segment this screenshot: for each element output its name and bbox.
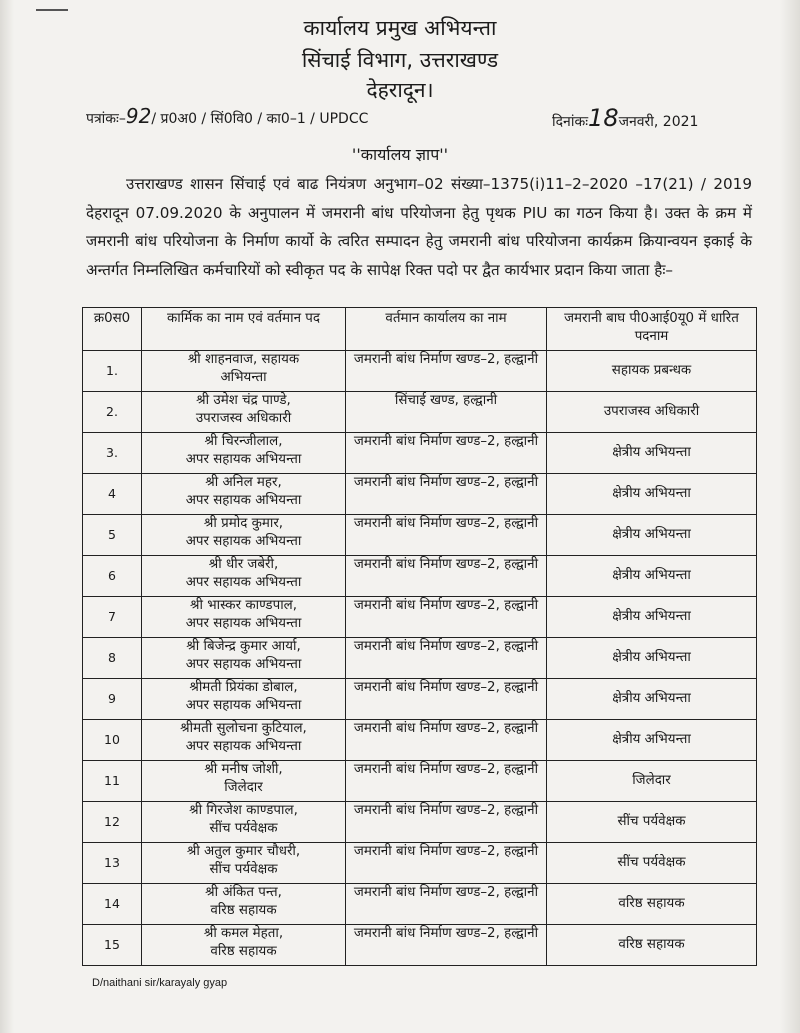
employee-post: अपर सहायक अभियन्ता: [185, 698, 302, 713]
cell-employee: [142, 884, 346, 925]
current-office: जमरानी बांध निर्माण खण्ड–2, हल्द्वानी: [353, 557, 539, 572]
cell-employee: [142, 351, 346, 392]
table-row: [83, 761, 757, 802]
employee-name: श्री प्रमोद कुमार,: [203, 516, 284, 531]
table-row: [83, 597, 757, 638]
employee-post: अपर सहायक अभियन्ता: [185, 493, 302, 508]
employee-post: सींच पर्यवेक्षक: [209, 862, 278, 877]
employee-post: अपर सहायक अभियन्ता: [185, 452, 302, 467]
body-paragraph: उत्तराखण्ड शासन सिंचाई एवं बाढ नियंत्रण अनुभाग–02 संख्या–1375(i)11–2–2020 –17(21) / 2019 देहरादून 07.09.2020 के अनुपालन में जमरानी बांध परियोजना हेतु पृथक PIU का गठन किया है। उक्त के क्रम में जमरानी बांध परियोजना के निर्माण कार्यो के त्वरित सम्पादन हेतु जमरानी बांध परियोजना कार्यक्रम क्रियान्वयन इकाई के अन्तर्गत निम्नलिखित कर्मचारियों को स्वीकृत पद के सापेक्ष रिक्त पदो पर द्वैत कार्यभार प्रदान किया जाता हैः–: [86, 175, 752, 279]
employee-post: सींच पर्यवेक्षक: [209, 821, 278, 836]
header-serial: क्र0स0: [83, 308, 142, 351]
footer-file-path: D/naithani sir/karayaly gyap: [92, 977, 228, 989]
cell-designation: [547, 433, 757, 474]
cell-employee: [142, 802, 346, 843]
table-row: [83, 679, 757, 720]
cell-current-office: [346, 556, 547, 597]
cell-employee: [142, 392, 346, 433]
cell-serial: [83, 515, 142, 556]
cell-designation: [547, 720, 757, 761]
cell-current-office: [346, 433, 547, 474]
cell-designation: [547, 638, 757, 679]
cell-employee: [142, 679, 346, 720]
serial-number: 14: [104, 896, 120, 911]
piu-designation: उपराजस्व अधिकारी: [603, 404, 700, 419]
table-row: [83, 556, 757, 597]
cell-designation: [547, 843, 757, 884]
serial-number: 7: [108, 609, 116, 624]
header-current-office: वर्तमान कार्यालय का नाम: [346, 308, 547, 351]
date-day-handwritten: 18: [588, 104, 619, 132]
table-row: [83, 515, 757, 556]
cell-serial: [83, 925, 142, 966]
table-row: [83, 925, 757, 966]
current-office: जमरानी बांध निर्माण खण्ड–2, हल्द्वानी: [353, 598, 539, 613]
cell-serial: [83, 351, 142, 392]
current-office: सिंचाई खण्ड, हल्द्वानी: [394, 393, 498, 408]
table-header-row: [83, 308, 757, 351]
table-row: [83, 474, 757, 515]
cell-employee: [142, 761, 346, 802]
serial-number: 9: [108, 691, 116, 706]
cell-designation: [547, 474, 757, 515]
serial-number: 3.: [106, 445, 118, 460]
cell-designation: [547, 925, 757, 966]
piu-designation: जिलेदार: [632, 773, 671, 788]
cell-employee: [142, 843, 346, 884]
table-row: [83, 843, 757, 884]
cell-serial: [83, 433, 142, 474]
cell-designation: [547, 351, 757, 392]
current-office: जमरानी बांध निर्माण खण्ड–2, हल्द्वानी: [353, 885, 539, 900]
cell-serial: [83, 843, 142, 884]
employee-post: वरिष्ठ सहायक: [210, 944, 277, 959]
current-office: जमरानी बांध निर्माण खण्ड–2, हल्द्वानी: [353, 434, 539, 449]
employee-post: वरिष्ठ सहायक: [210, 903, 277, 918]
employee-name: श्रीमती प्रियंका डोबाल,: [189, 680, 298, 695]
cell-employee: [142, 515, 346, 556]
department-heading: सिंचाई विभाग, उत्तराखण्ड: [301, 48, 499, 72]
employee-post: अपर सहायक अभियन्ता: [185, 739, 302, 754]
current-office: जमरानी बांध निर्माण खण्ड–2, हल्द्वानी: [353, 516, 539, 531]
cell-designation: [547, 679, 757, 720]
cell-current-office: [346, 679, 547, 720]
employee-post: अपर सहायक अभियन्ता: [185, 575, 302, 590]
current-office: जमरानी बांध निर्माण खण्ड–2, हल्द्वानी: [353, 926, 539, 941]
serial-number: 10: [104, 732, 120, 747]
cell-current-office: [346, 392, 547, 433]
piu-designation: क्षेत्रीय अभियन्ता: [612, 486, 691, 501]
table-row: [83, 802, 757, 843]
cell-employee: [142, 556, 346, 597]
cell-current-office: [346, 515, 547, 556]
order-title: ''कार्यालय ज्ञाप'': [351, 145, 449, 164]
scan-mark: [36, 9, 68, 11]
cell-serial: [83, 474, 142, 515]
table-row: [83, 884, 757, 925]
cell-current-office: [346, 597, 547, 638]
header-piu-designation: जमरानी बाघ पी0आई0यू0 में धारित पदनाम: [547, 308, 757, 351]
cell-employee: [142, 433, 346, 474]
employee-name: श्री बिजेन्द्र कुमार आर्या,: [186, 639, 301, 654]
employee-name: श्री शाहनवाज, सहायक: [187, 352, 300, 367]
cell-serial: [83, 679, 142, 720]
letter-date: [552, 104, 698, 132]
employee-name: श्री अंकित पन्त,: [205, 885, 282, 900]
piu-designation: क्षेत्रीय अभियन्ता: [612, 732, 691, 747]
cell-current-office: [346, 638, 547, 679]
cell-designation: [547, 392, 757, 433]
cell-current-office: [346, 802, 547, 843]
cell-designation: [547, 597, 757, 638]
office-heading: कार्यालय प्रमुख अभियन्ता: [303, 16, 497, 40]
employee-name: श्री चिरन्जीलाल,: [204, 434, 283, 449]
cell-employee: [142, 638, 346, 679]
serial-number: 13: [104, 855, 120, 870]
employee-name: श्री मनीष जोशी,: [204, 762, 283, 777]
serial-number: 11: [104, 773, 120, 788]
cell-serial: [83, 761, 142, 802]
date-label: दिनांकः: [552, 114, 589, 130]
cell-designation: [547, 761, 757, 802]
serial-number: 1.: [106, 363, 118, 378]
employee-post: जिलेदार: [224, 780, 263, 795]
cell-serial: [83, 720, 142, 761]
letter-number: [86, 104, 368, 128]
table-row: [83, 433, 757, 474]
cell-current-office: [346, 761, 547, 802]
employee-post: अपर सहायक अभियन्ता: [185, 616, 302, 631]
employee-name: श्री गिरजेश काण्डपाल,: [189, 803, 298, 818]
table-row: [83, 638, 757, 679]
current-office: जमरानी बांध निर्माण खण्ड–2, हल्द्वानी: [353, 680, 539, 695]
cell-designation: [547, 556, 757, 597]
current-office: जमरानी बांध निर्माण खण्ड–2, हल्द्वानी: [353, 803, 539, 818]
current-office: जमरानी बांध निर्माण खण्ड–2, हल्द्वानी: [353, 352, 539, 367]
cell-current-office: [346, 925, 547, 966]
employee-name: श्रीमती सुलोचना कुटियाल,: [180, 721, 307, 736]
employee-table: [82, 307, 757, 966]
current-office: जमरानी बांध निर्माण खण्ड–2, हल्द्वानी: [353, 475, 539, 490]
cell-serial: [83, 392, 142, 433]
employee-name: श्री उमेश चंद्र पाण्डे,: [196, 393, 291, 408]
cell-serial: [83, 638, 142, 679]
employee-name: श्री कमल मेहता,: [203, 926, 284, 941]
serial-number: 4: [108, 486, 116, 501]
table-body: [83, 351, 757, 966]
piu-designation: सींच पर्यवेक्षक: [617, 855, 686, 870]
date-rest: जनवरी, 2021: [618, 114, 699, 130]
employee-post: अपर सहायक अभियन्ता: [185, 534, 302, 549]
employee-name: श्री अनिल महर,: [205, 475, 282, 490]
piu-designation: सींच पर्यवेक्षक: [617, 814, 686, 829]
letter-number-suffix: / प्र0अ0 / सिं0वि0 / का0–1 / UPDCC: [151, 111, 369, 127]
cell-current-office: [346, 843, 547, 884]
piu-designation: वरिष्ठ सहायक: [618, 896, 685, 911]
cell-current-office: [346, 884, 547, 925]
piu-designation: वरिष्ठ सहायक: [618, 937, 685, 952]
cell-designation: [547, 515, 757, 556]
serial-number: 15: [104, 937, 120, 952]
employee-post: उपराजस्व अधिकारी: [195, 411, 292, 426]
cell-serial: [83, 597, 142, 638]
letter-number-handwritten: 92: [125, 104, 152, 128]
serial-number: 12: [104, 814, 120, 829]
city-heading: देहरादून।: [366, 78, 434, 102]
cell-serial: [83, 556, 142, 597]
cell-designation: [547, 884, 757, 925]
current-office: जमरानी बांध निर्माण खण्ड–2, हल्द्वानी: [353, 639, 539, 654]
piu-designation: क्षेत्रीय अभियन्ता: [612, 691, 691, 706]
employee-name: श्री भास्कर काण्डपाल,: [190, 598, 297, 613]
current-office: जमरानी बांध निर्माण खण्ड–2, हल्द्वानी: [353, 762, 539, 777]
cell-current-office: [346, 720, 547, 761]
cell-current-office: [346, 351, 547, 392]
cell-employee: [142, 474, 346, 515]
piu-designation: क्षेत्रीय अभियन्ता: [612, 527, 691, 542]
employee-post: अपर सहायक अभियन्ता: [185, 657, 302, 672]
piu-designation: क्षेत्रीय अभियन्ता: [612, 445, 691, 460]
piu-designation: क्षेत्रीय अभियन्ता: [612, 609, 691, 624]
table-row: [83, 351, 757, 392]
serial-number: 6: [108, 568, 116, 583]
piu-designation: क्षेत्रीय अभियन्ता: [612, 650, 691, 665]
cell-employee: [142, 720, 346, 761]
serial-number: 2.: [106, 404, 118, 419]
employee-post: अभियन्ता: [220, 370, 267, 385]
employee-name: श्री धीर जबेरी,: [208, 557, 279, 572]
cell-current-office: [346, 474, 547, 515]
current-office: जमरानी बांध निर्माण खण्ड–2, हल्द्वानी: [353, 844, 539, 859]
cell-serial: [83, 802, 142, 843]
header-name-post: कार्मिक का नाम एवं वर्तमान पद: [142, 308, 346, 351]
letter-number-prefix: पत्रांकः–: [86, 111, 126, 127]
current-office: जमरानी बांध निर्माण खण्ड–2, हल्द्वानी: [353, 721, 539, 736]
cell-employee: [142, 597, 346, 638]
table-row: [83, 720, 757, 761]
cell-designation: [547, 802, 757, 843]
employee-name: श्री अतुल कुमार चौधरी,: [186, 844, 301, 859]
cell-employee: [142, 925, 346, 966]
serial-number: 8: [108, 650, 116, 665]
table-row: [83, 392, 757, 433]
piu-designation: सहायक प्रबन्धक: [611, 363, 692, 378]
piu-designation: क्षेत्रीय अभियन्ता: [612, 568, 691, 583]
cell-serial: [83, 884, 142, 925]
serial-number: 5: [108, 527, 116, 542]
